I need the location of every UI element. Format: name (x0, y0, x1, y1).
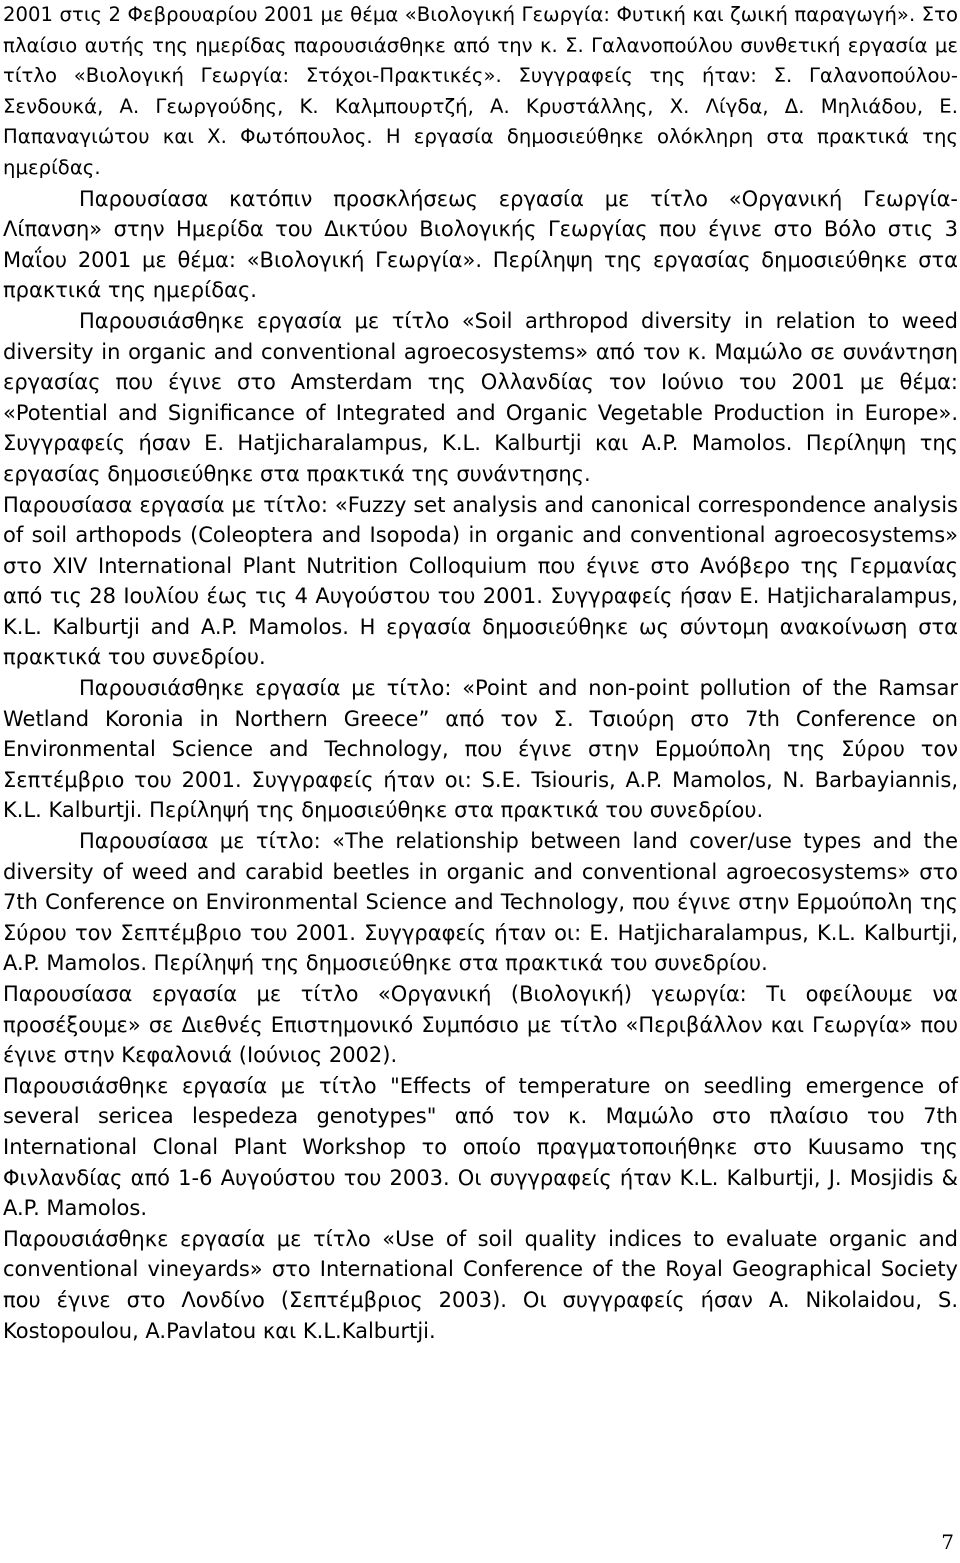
paragraph-seedling-emergence: Παρουσιάσθηκε εργασία με τίτλο "Effects of temperature on seedling emergence of several sericea lespedeza genotypes" από τον κ. Μαμώλο στο πλαίσιο του 7th International Clonal Plant Workshop το οποίο πραγματοποιήθηκε στο Kuusamo της Φινλανδίας από 1-6 Αυγούστου του 2003. Οι συγγραφείς ήταν K.L. Kalburtji, J. Mosjidis & A.P. Mamolos. (3, 1073, 958, 1221)
paragraph-organic-fertilization: Παρουσίασα κατόπιν προσκλήσεως εργασία με τίτλο «Οργανική Γεωργία-Λίπανση» στην Ημερίδα του Δικτύου Βιολογικής Γεωργίας που έγινε στο Βόλο στις 3 Μαΐου 2001 με θέμα: «Βιολογική Γεωργία». Περίληψη της εργασίας δημοσιεύθηκε στα πρακτικά της ημερίδας. (3, 186, 958, 303)
paragraph-organic-agriculture-kefalonia: Παρουσίασα εργασία με τίτλο «Οργανική (Βιολογική) γεωργία: Τι οφείλουμε να προσέξουμε» σε Διεθνές Επιστημονικό Συμπόσιο με τίτλο «Περιβάλλον και Γεωργία» που έγινε στην Κεφαλονιά (Ιούνιος 2002). (3, 982, 958, 1068)
paragraph-land-cover-diversity: Παρουσίασα με τίτλο: «The relationship between land cover/use types and the diversity of weed and carabid beetles in organic and conventional agroecosystems» στο 7th Conference on Environmental Science and Technology, που έγινε στην Ερμούπολη της Σύρου τον Σεπτέμβριο του 2001. Συγγραφείς ήταν οι: E. Hatjicharalampus, K.L. Kalburtji, A.P. Mamolos. Περίληψή της δημοσιεύθηκε στα πρακτικά του συνεδρίου. (3, 829, 958, 976)
paragraph-point-pollution-koronia: Παρουσιάσθηκε εργασία με τίτλο: «Point and non-point pollution of the Ramsar Wetland Koronia in Northern Greece” από τον Σ. Τσιούρη στο 7th Conference on Environmental Science and Technology, που έγινε στην Ερμούπολη της Σύρου τον Σεπτέμβριο του 2001. Συγγραφείς ήταν οι: S.E. Tsiouris, A.P. Mamolos, N. Barbayiannis, K.L. Kalburtji. Περίληψή της δημοσιεύθηκε στα πρακτικά του συνεδρίου. (3, 676, 958, 823)
document-page (3, 0, 958, 1346)
paragraph-seminar-biological-agriculture: 2001 στις 2 Φεβρουαρίου 2001 με θέμα «Βιολογική Γεωργία: Φυτική και ζωική παραγωγή». Στο πλαίσιο αυτής της ημερίδας παρουσιάσθηκε από την κ. Σ. Γαλανοπούλου συνθετική εργασία με τίτλο «Βιολογική Γεωργία: Στόχοι-Πρακτικές». Συγγραφείς της ήταν: Σ. Γαλανοπούλου-Σενδουκά, Α. Γεωργούδης, Κ. Καλμπουρτζή, Α. Κρυστάλλης, Χ. Λίγδα, Δ. Μηλιάδου, Ε. Παπαναγιώτου και Χ. Φωτόπουλος. Η εργασία δημοσιεύθηκε ολόκληρη στα πρακτικά της ημερίδας. (3, 3, 958, 179)
paragraph-fuzzy-set-analysis: Παρουσίασα εργασία με τίτλο: «Fuzzy set analysis and canonical correspondence analysis of soil arthopods (Coleoptera and Isopoda) in organic and conventional agroecosystems» στο XIV International Plant Nutrition Colloquium που έγινε στο Ανόβερο της Γερμανίας από τις 28 Ιουλίου έως τις 4 Αυγούστου του 2001. Συγγραφείς ήσαν E. Hatjicharalampus, K.L. Kalburtji and A.P. Mamolos. Η εργασία δημοσιεύθηκε ως σύντομη ανακοίνωση στα πρακτικά του συνεδρίου. (3, 492, 958, 670)
page-number: 7 (941, 1530, 954, 1554)
paragraph-soil-quality-indices: Παρουσιάσθηκε εργασία με τίτλο «Use of soil quality indices to evaluate organic and conventional vineyards» στο International Conference of the Royal Geographical Society που έγινε στο Λονδίνο (Σεπτέμβριος 2003). Οι συγγραφείς ήσαν A. Nikolaidou, S. Kostopoulou, A.Pavlatou και K.L.Kalburtji. (3, 1226, 958, 1343)
paragraph-soil-arthropod-diversity: Παρουσιάσθηκε εργασία με τίτλο «Soil arthropod diversity in relation to weed diversity in organic and conventional agroecosystems» από τον κ. Μαμώλο σε συνάντηση εργασίας που έγινε στο Amsterdam της Ολλανδίας τον Ιούνιο του 2001 με θέμα: «Potential and Significance of Integrated and Organic Vegetable Production in Europe». Συγγραφείς ήσαν E. Hatjicharalampus, K.L. Kalburtji και A.P. Mamolos. Περίληψη της εργασίας δημοσιεύθηκε στα πρακτικά της συνάντησης. (3, 308, 958, 486)
